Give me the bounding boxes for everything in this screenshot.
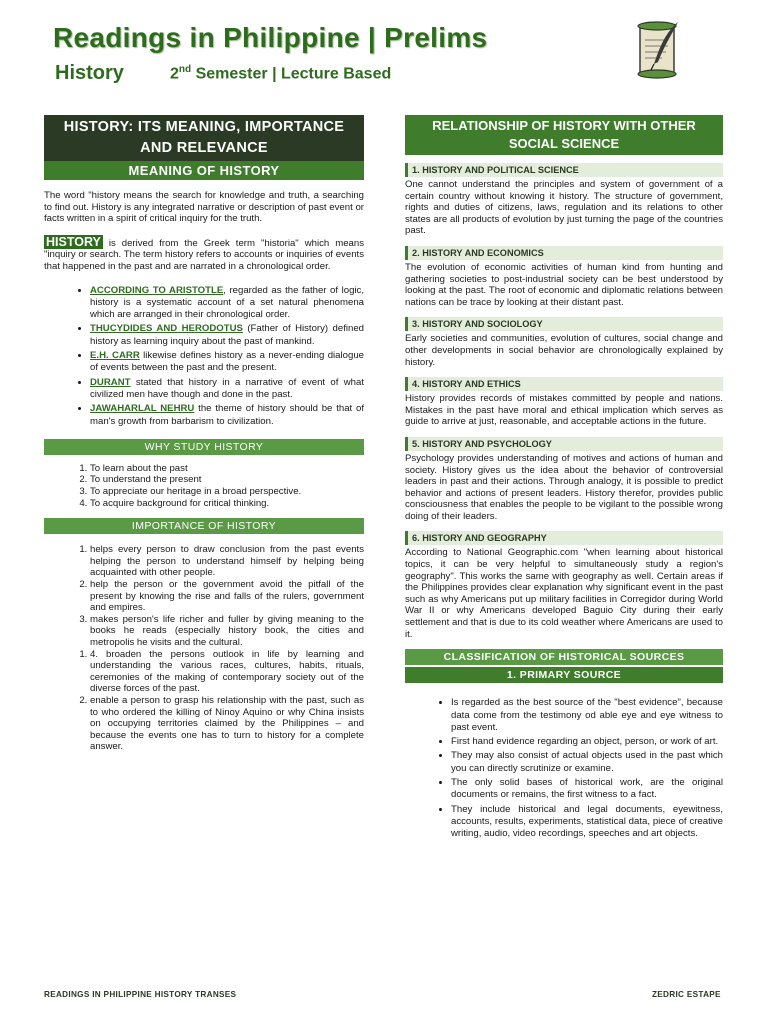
importance-list-a xyxy=(44,544,364,648)
relationship-section xyxy=(405,437,723,523)
why-study-item: 3. To appreciate our heritage in a broad perspective. xyxy=(90,486,364,498)
definition-item xyxy=(90,285,364,322)
definition-text: stated that history in a narrative of event of what civilized men have though and done in the past. xyxy=(90,376,364,400)
history-word-badge: HISTORY xyxy=(46,234,101,249)
primary-source-item: • First hand evidence regarding an object, person, or work of art. xyxy=(451,736,723,748)
why-study-item: 4. To acquire background for critical thinking. xyxy=(90,498,364,510)
relationship-section xyxy=(405,246,723,308)
document-title-line2: History xyxy=(55,62,124,84)
relationship-sections xyxy=(405,163,723,640)
definition-text: likewise defines history as a never-ending dialogue of events between the past and the present. xyxy=(90,350,364,374)
definition-author: THUCYDIDES AND HERODOTUS xyxy=(90,323,243,335)
relationship-heading: 4. HISTORY AND ETHICS xyxy=(405,377,723,391)
meaning-heading: MEANING OF HISTORY xyxy=(44,161,364,180)
importance-item: 2. enable a person to grasp his relationship with the past, such as to who ordered the killing of Ninoy Aquino or why China insists on occupying territories claimed by the Philippines – and because the events one has to turn to history for a complete answer. xyxy=(90,695,364,753)
primary-source-heading: 1. PRIMARY SOURCE xyxy=(405,667,723,683)
history-origin-paragraph: HISTORY is derived from the Greek term "historia" which means "inquiry or search. The term history refers to accounts or inquiries of events that happened in the past and are narrated in a chronological order. xyxy=(44,234,364,272)
primary-source-list xyxy=(405,697,723,840)
semester-label: 2nd Semester | Lecture Based xyxy=(170,64,392,83)
why-study-item: 1. To learn about the past xyxy=(90,463,364,475)
section-title-history-meaning: HISTORY: ITS MEANING, IMPORTANCE AND RELEVANCE xyxy=(44,115,364,161)
relationship-title: RELATIONSHIP OF HISTORY WITH OTHER SOCIAL SCIENCE xyxy=(405,115,723,155)
relationship-section xyxy=(405,163,723,237)
definition-author: E.H. CARR xyxy=(90,350,140,362)
definition-text: , regarded as the father of logic, history is a systematic account of a set natural phenomena which are arranged in their chronological order. xyxy=(90,284,364,321)
relationship-text: History provides records of mistakes committed by people and nations. Mistakes in the past have moral and ethical implication which serves as guide to arrive at just, reasonable, and acceptable actions in the future. xyxy=(405,393,723,428)
importance-item: 2. help the person or the government avoid the pitfall of the present by knowing the rise and falls of the rulers, government and empires. xyxy=(90,579,364,614)
relationship-heading: 3. HISTORY AND SOCIOLOGY xyxy=(405,317,723,331)
primary-source-item: • Is regarded as the best source of the "best evidence", because data come from the testimony od able eye and eye witness to past event. xyxy=(451,697,723,734)
relationship-text: One cannot understand the principles and system of government of a certain country without knowing it history. The structure of government, rights and duties of citizens, laws, regulation and its relations to other states are all products of evolution by just turning the page of the countries past. xyxy=(405,179,723,237)
definition-item xyxy=(90,350,364,375)
why-study-heading: WHY STUDY HISTORY xyxy=(44,439,364,455)
definition-text: (Father of History) defined history as learning inquiry about the past of mankind. xyxy=(90,323,365,347)
history-definitions-list xyxy=(44,285,364,428)
classification-heading: CLASSIFICATION OF HISTORICAL SOURCES xyxy=(405,649,723,665)
relationship-heading: 1. HISTORY AND POLITICAL SCIENCE xyxy=(405,163,723,177)
relationship-section xyxy=(405,317,723,368)
primary-source-item: • The only solid bases of historical work, are the original documents or remains, the first witness to a fact. xyxy=(451,777,723,802)
definition-author: ACCORDING TO ARISTOTLE xyxy=(90,284,224,296)
footer-course: READINGS IN PHILIPPINE HISTORY TRANSES xyxy=(44,990,237,999)
left-column xyxy=(44,115,364,753)
relationship-heading: 5. HISTORY AND PSYCHOLOGY xyxy=(405,437,723,451)
importance-heading: IMPORTANCE OF HISTORY xyxy=(44,518,364,534)
relationship-section xyxy=(405,531,723,640)
relationship-text: According to National Geographic.com "when learning about historical topics, it can be very helpful to simultaneously study a region's geography". This works the same with geography as well. Certain areas if the Philippines provides clear explanation why significant event in the past such as why Americans put up military facilities in Corregidor during World War II or why Americans developed Baguio City during their early settlement and that is due to its cold weather where Americans are used to it. xyxy=(405,547,723,640)
definition-item xyxy=(90,403,364,428)
scroll-quill-icon xyxy=(632,20,684,82)
relationship-text: Early societies and communities, evolution of cultures, social change and other developments in social behavior are chronologically explained by history. xyxy=(405,333,723,368)
definition-item xyxy=(90,377,364,402)
importance-item: 1. 4. broaden the persons outlook in life by learning and understanding the various races, cultures, habits, rituals, ceremonies of the making of contemporary society out of the diverse forces of the past. xyxy=(90,649,364,695)
meaning-paragraph: The word "history means the search for knowledge and truth, a searching to find out. History is any integrated narrative or description of past event or facts written in a spirit of critical inquiry for the truth. xyxy=(44,190,364,225)
document-title: Readings in Philippine | Prelims xyxy=(53,22,488,53)
primary-source-item: • They include historical and legal documents, eyewitness, accounts, results, experiments, statistical data, piece of creative writing, audio, video recordings, speeches and art objects. xyxy=(451,804,723,841)
importance-item: 3. makes person's life richer and fuller by giving meaning to the books he reads (especially history book, the cities and metropolis he visits and the cultural. xyxy=(90,614,364,649)
definition-author: DURANT xyxy=(90,376,131,388)
definition-author: JAWAHARLAL NEHRU xyxy=(90,403,195,415)
relationship-section xyxy=(405,377,723,428)
definition-text: the theme of history should be that of man's growth from barbarism to civilization. xyxy=(90,403,364,427)
definition-item xyxy=(90,323,364,348)
footer-author: ZEDRIC ESTAPE xyxy=(652,990,721,999)
importance-list-b xyxy=(44,649,364,753)
primary-source-item: • They may also consist of actual objects used in the past which you can directly scrutinize or examine. xyxy=(451,750,723,775)
why-study-list xyxy=(44,463,364,509)
importance-item: 1. helps every person to draw conclusion from the past events helping the person to understand himself by helping being acquainted with other people. xyxy=(90,544,364,579)
relationship-heading: 6. HISTORY AND GEOGRAPHY xyxy=(405,531,723,545)
right-column xyxy=(405,115,723,842)
relationship-heading: 2. HISTORY AND ECONOMICS xyxy=(405,246,723,260)
why-study-item: 2. To understand the present xyxy=(90,474,364,486)
relationship-text: The evolution of economic activities of human kind from hunting and gathering societies to post-industrial society can be best understood by looking at the past. The root of economic and diplomatic relations between nations can be trace by looking at their distant past. xyxy=(405,261,723,308)
relationship-text: Psychology provides understanding of motives and actions of human and society. History gives us the idea about the behavior of controversial leaders in past and their actions. Through analogy, it is possible to predict behavior and actions of present leaders. History therefor, provides public consciousness that enables the people to be vigilant to the possible wrong doing of their leaders. xyxy=(405,452,723,522)
